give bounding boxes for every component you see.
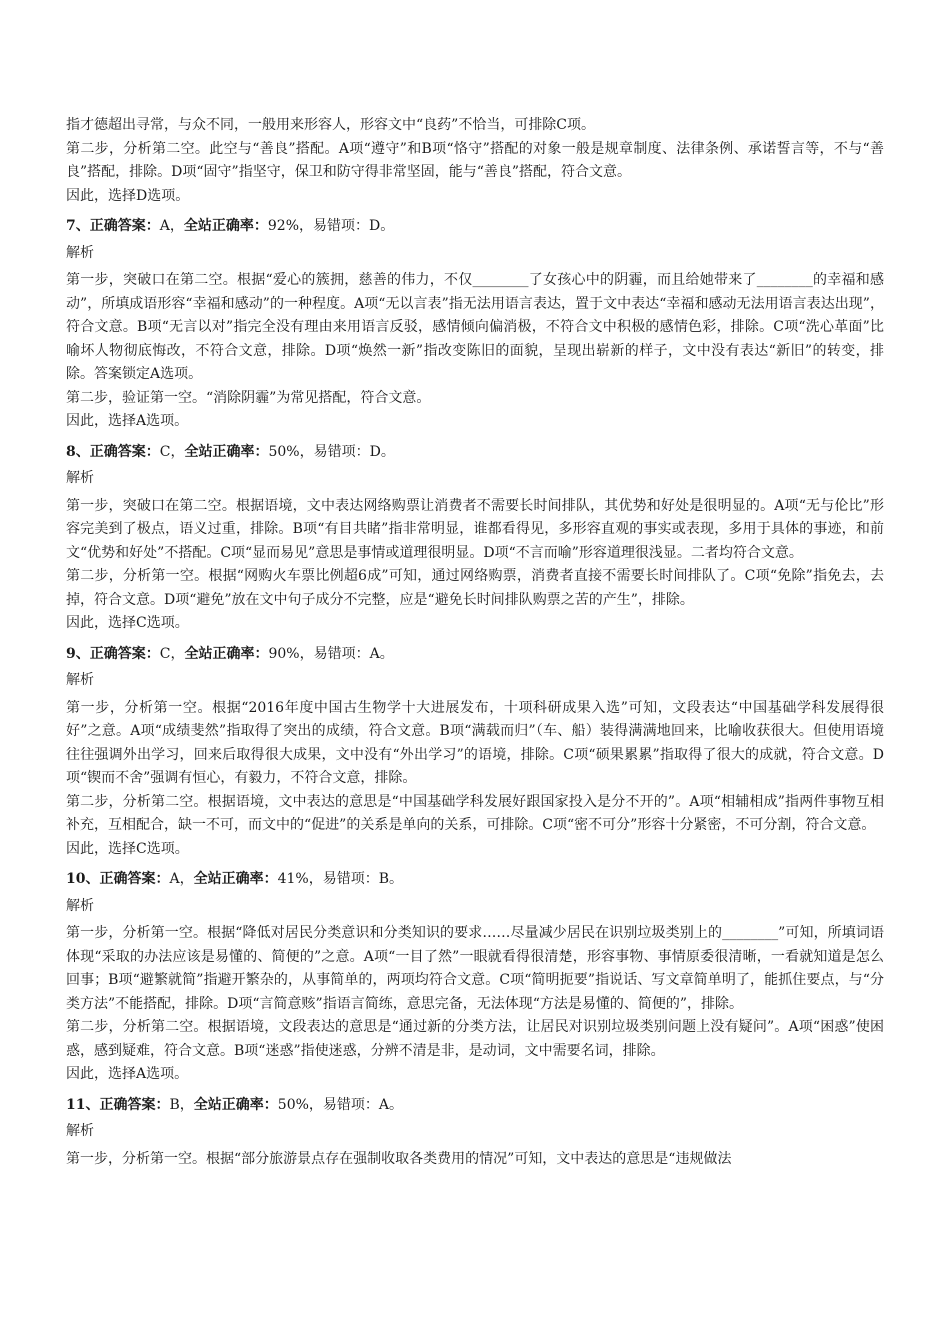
answer-label: 正确答案： bbox=[99, 871, 170, 887]
accuracy-label: 全站正确率： bbox=[183, 218, 268, 234]
paragraph: 第一步，分析第一空。根据“2016年度中国古生物学十大进展发布，十项科研成果入选”可知，文段表达“中国基础学科发展得很好”之意。A项“成绩斐然”指取得了突出的成绩，符合文意。B项“满载而归”（车、船）装得满满地回来，比喻收获很大。但使用语境往往强调外出学习，回来后取得很大成果，文中没有“外出学习”的语境，排除。C项“硕果累累”指取得了很大的成就，符合文意。D项“锲而不舍”强调有恒心，有毅力，不符合文意，排除。 bbox=[66, 699, 884, 786]
answer-line: 8、正确答案：C，全站正确率：50%，易错项：D。 bbox=[66, 443, 395, 460]
accuracy-label: 全站正确率： bbox=[184, 443, 269, 460]
paragraph: 第一步，分析第一空。根据“降低对居民分类意识和分类知识的要求……尽量减少居民在识别垃圾类别上的________”可知，所填词语体现“采取的办法应该是易懂的、简便的”之意。A项“一目了然”一眼就看得很清楚，形容事物、事情原委很清晰，一看就知道是怎么回事；B项“避繁就简”指避开繁杂的，从事简单的，两项均符合文意。C项“简明扼要”指说话、写文章简单明了，能抓住要点，与“分类方法”不能搭配，排除。D项“言简意赅”指语言简练，意思完备，无法体现“方法是易懂的、简便的”，排除。 bbox=[66, 925, 884, 1012]
correct-answer: A bbox=[169, 871, 180, 887]
question-number: 11 bbox=[66, 1096, 86, 1113]
common-mistake: D bbox=[369, 218, 381, 234]
paragraph: 指才德超出寻常，与众不同，一般用来形容人，形容文中“良药”不恰当，可排除C项。 bbox=[66, 117, 596, 133]
paragraph: 因此，选择A选项。 bbox=[66, 1066, 189, 1082]
paragraph: 第二步，分析第二空。根据语境，文段表达的意思是“通过新的分类方法，让居民对识别垃圾类别问题上没有疑问”。A项“困惑”使困惑，感到疑难，符合文意。B项“迷惑”指使迷惑，分辨不清是非，是动词，文中需要名词，排除。 bbox=[66, 1019, 884, 1059]
common-mistake: B bbox=[378, 871, 390, 887]
accuracy-rate: 41% bbox=[277, 871, 309, 887]
analysis-label: 解析 bbox=[66, 1123, 94, 1139]
accuracy-rate: 50% bbox=[268, 443, 300, 460]
answer-line: 7、正确答案：A，全站正确率：92%，易错项：D。 bbox=[66, 218, 395, 234]
paragraph: 第二步，分析第一空。根据“网购火车票比例超6成”可知，通过网络购票，消费者直接不需要长时间排队了。C项“免除”指免去，去掉，符合文意。D项“避免”放在文中句子成分不完整，应是“避免长时间排队购票之苦的产生”，排除。 bbox=[66, 568, 884, 608]
accuracy-rate: 90% bbox=[268, 645, 300, 662]
accuracy-rate: 50% bbox=[277, 1096, 309, 1113]
accuracy-label: 全站正确率： bbox=[184, 645, 269, 662]
answer-label: 正确答案： bbox=[89, 443, 160, 460]
answer-line: 9、正确答案：C，全站正确率：90%，易错项：A。 bbox=[66, 645, 394, 662]
paragraph: 第二步，分析第二空。根据语境，文中表达的意思是“中国基础学科发展好跟国家投入是分不开的”。A项“相辅相成”指两件事物互相补充，互相配合，缺一不可，而文中的“促进”的关系是单向的关系，可排除。C项“密不可分”形容十分紧密，不可分割，符合文意。 bbox=[66, 793, 884, 833]
paragraph: 第一步，分析第一空。根据“部分旅游景点存在强制收取各类费用的情况”可知，文中表达的意思是“违规做法 bbox=[66, 1150, 732, 1167]
question-block-10 bbox=[66, 868, 884, 1087]
question-block-7 bbox=[66, 215, 884, 434]
accuracy-label: 全站正确率： bbox=[193, 1096, 278, 1113]
question-block-8 bbox=[66, 441, 884, 636]
common-mistake: D bbox=[369, 443, 381, 460]
paragraph: 第二步，验证第一空。“消除阴霾”为常见搭配，符合文意。 bbox=[66, 389, 431, 406]
accuracy-rate: 92% bbox=[267, 218, 299, 234]
paragraph: 第一步，突破口在第二空。根据语境，文中表达网络购票让消费者不需要长时间排队，其优势和好处是很明显的。A项“无与伦比”形容完美到了极点，语义过重，排除。B项“有目共睹”指非常明显，谁都看得见，多形容直观的事实或表现，多用于具体的事迹，和前文“优势和好处”不搭配。C项“显而易见”意思是事情或道理很明显。D项“不言而喻”形容道理很浅显。二者均符合文意。 bbox=[66, 497, 884, 561]
common-mistake-label: 易错项： bbox=[322, 871, 379, 887]
common-mistake: A bbox=[369, 645, 380, 662]
common-mistake-label: 易错项： bbox=[313, 218, 369, 234]
analysis-label: 解析 bbox=[66, 897, 94, 914]
correct-answer: A bbox=[159, 218, 170, 234]
answer-line: 11、正确答案：B，全站正确率：50%，易错项：A。 bbox=[66, 1096, 404, 1113]
common-mistake: A bbox=[378, 1096, 390, 1113]
question-number: 7 bbox=[66, 218, 76, 234]
answer-label: 正确答案： bbox=[89, 645, 160, 662]
common-mistake-label: 易错项： bbox=[322, 1096, 379, 1113]
answer-label: 正确答案： bbox=[89, 218, 160, 234]
answer-line: 10、正确答案：A，全站正确率：41%，易错项：B。 bbox=[66, 871, 404, 887]
answer-explanation-document bbox=[66, 114, 884, 1171]
question-number: 9 bbox=[66, 645, 76, 662]
paragraph: 因此，选择D选项。 bbox=[66, 187, 190, 204]
correct-answer: C bbox=[159, 645, 171, 662]
question-block-11 bbox=[66, 1094, 884, 1172]
paragraph: 因此，选择C选项。 bbox=[66, 840, 189, 857]
question-number: 8 bbox=[66, 443, 76, 460]
correct-answer: C bbox=[159, 443, 171, 460]
common-mistake-label: 易错项： bbox=[313, 645, 370, 662]
accuracy-label: 全站正确率： bbox=[193, 871, 278, 887]
paragraph: 第一步，突破口在第二空。根据“爱心的簇拥，慈善的伟力，不仅________了女孩心中的阴霾，而且给她带来了________的幸福和感动”，所填成语形容“幸福和感动”的一种程度。A项“无以言表”指无法用语言表达，置于文中表达“幸福和感动无法用语言表达出现”，符合文意。B项“无言以对”指完全没有理由来用语言反驳，感情倾向偏消极，不符合文中积极的感情色彩，排除。C项“洗心革面”比喻坏人物彻底悔改，不符合文意，排除。D项“焕然一新”指改变陈旧的面貌，呈现出崭新的样子，文中没有表达“新旧”的转变，排除。答案锁定A选项。 bbox=[66, 272, 884, 382]
paragraph: 因此，选择C选项。 bbox=[66, 615, 189, 631]
question-number: 10 bbox=[66, 871, 86, 887]
paragraph: 因此，选择A选项。 bbox=[66, 413, 189, 429]
answer-label: 正确答案： bbox=[99, 1096, 170, 1113]
analysis-label: 解析 bbox=[66, 470, 94, 486]
analysis-label: 解析 bbox=[66, 672, 94, 688]
question-block-9 bbox=[66, 643, 884, 862]
analysis-label: 解析 bbox=[66, 244, 94, 261]
common-mistake-label: 易错项： bbox=[313, 443, 370, 460]
paragraph: 第二步，分析第二空。此空与“善良”搭配。A项“遵守”和B项“恪守”搭配的对象一般是规章制度、法律条例、承诺誓言等，不与“善良”搭配，排除。D项“固守”指坚守，保卫和防守得非常坚固，能与“善良”搭配，符合文意。 bbox=[66, 140, 884, 180]
correct-answer: B bbox=[169, 1096, 180, 1113]
